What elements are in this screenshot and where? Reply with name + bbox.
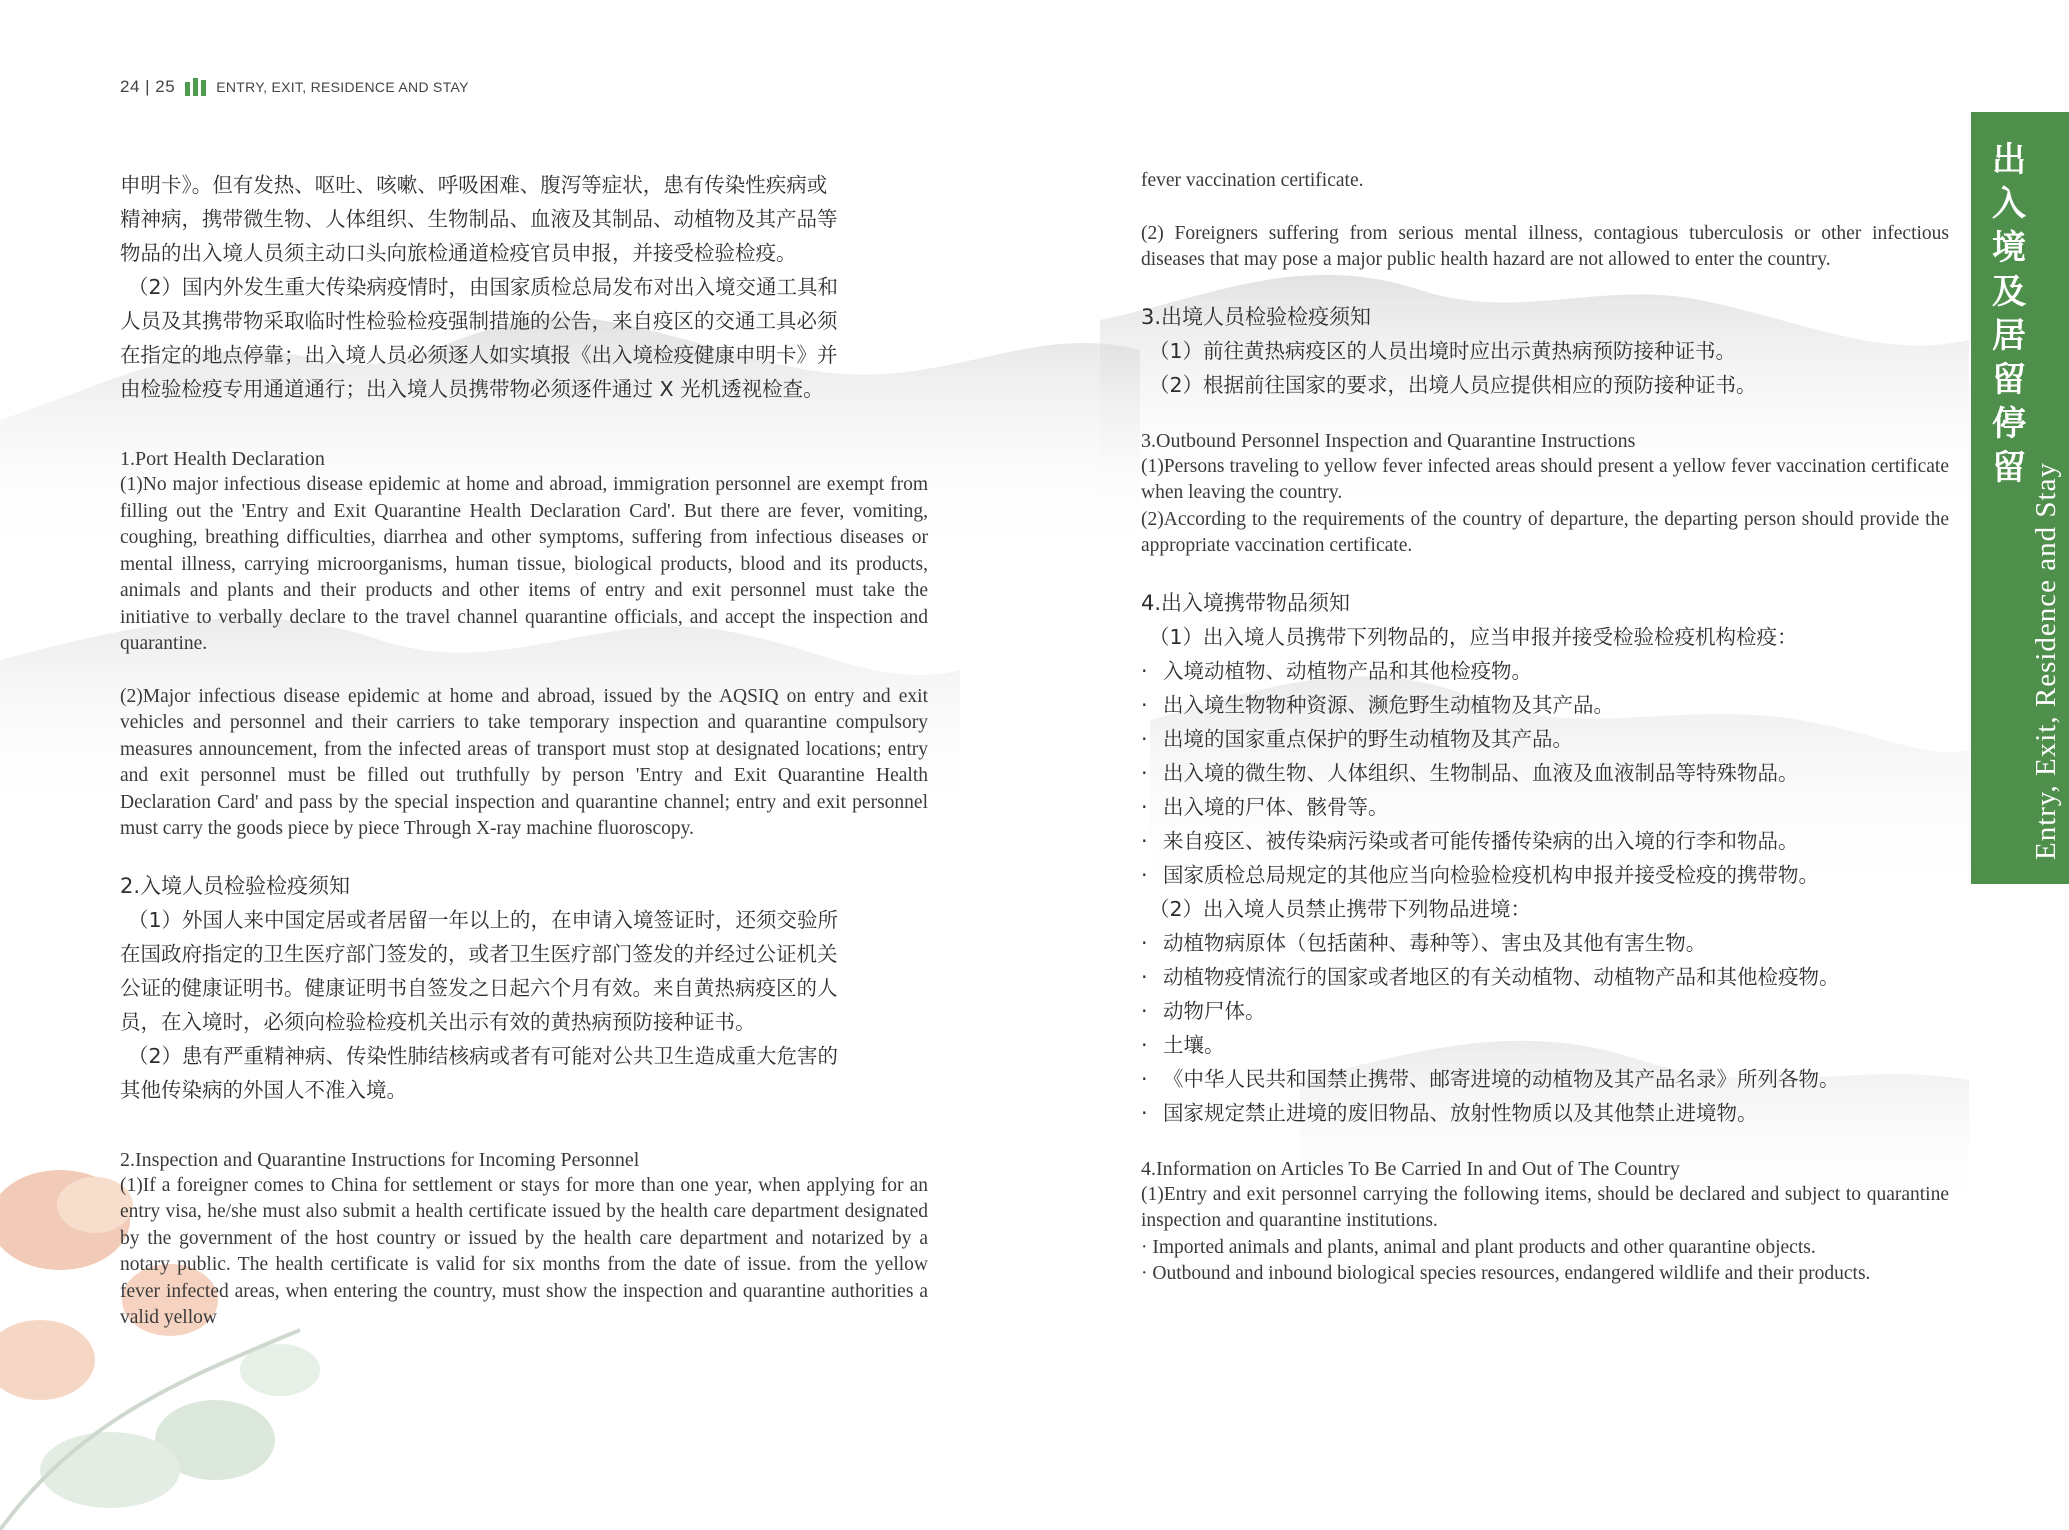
chapter-tab-en: Entry, Exit, Residence and Stay <box>2030 462 2062 860</box>
header-title: ENTRY, EXIT, RESIDENCE AND STAY <box>216 79 469 95</box>
right-column <box>1141 168 1949 1288</box>
list-item: · 出境的国家重点保护的野生动植物及其产品。 <box>1141 726 1573 751</box>
section-2-title: 2.Inspection and Quarantine Instructions for Incoming Personnel <box>120 1148 640 1171</box>
section-3-title: 3.Outbound Personnel Inspection and Quarantine Instructions <box>1141 429 1636 452</box>
list-item: · 出入境的微生物、人体组织、生物制品、血液及血液制品等特殊物品。 <box>1141 760 1799 785</box>
list-item: · 国家质检总局规定的其他应当向检验检疫机构申报并接受检疫的携带物。 <box>1141 862 1819 887</box>
paragraph: (1)No major infectious disease epidemic at home and abroad, immigration personnel are exempt from filling out the 'Entry and Exit Quarantine Health Declaration Card'. But there are fever, vomiting, coughing, breathing difficulties, diarrhea and other symptoms, suffering from infectious diseases or mental illness, carrying microorganisms, human tissue, biological products, blood and its products, animals and plants and their products and other items of entry and exit personnel must take the initiative to verbally declare to the travel channel quarantine officials, and accept the inspection and quarantine. <box>120 474 928 654</box>
zh-line: 物品的出入境人员须主动口头向旅检通道检疫官员申报，并接受检验检疫。 <box>120 241 797 265</box>
zh-line: 精神病，携带微生物、人体组织、生物制品、血液及其制品、动植物及其产品等 <box>120 207 838 231</box>
paragraph: (1)If a foreigner comes to China for settlement or stays for more than one year, when applying for an entry visa, he/she must also submit a health certificate issued by the health care department designated by the government of the host country or issued by the health care department and notarized by a notary public. The health certificate is valid for six months from the date of issue. from the yellow fever infected areas, when entering the country, must show the inspection and quarantine authorities a valid yellow <box>120 1174 928 1328</box>
zh-line: （2）出入境人员禁止携带下列物品进境： <box>1149 896 1532 921</box>
zh-line: （1）出入境人员携带下列物品的，应当申报并接受检验检疫机构检疫： <box>1149 624 1798 649</box>
page-header <box>120 76 469 98</box>
zh-line: 员，在入境时，必须向检验检疫机关出示有效的黄热病预防接种证书。 <box>120 1009 756 1034</box>
section-4-title: 4.Information on Articles To Be Carried In and Out of The Country <box>1141 1157 1680 1180</box>
zh-line: （2）患有严重精神病、传染性肺结核病或者有可能对公共卫生造成重大危害的 <box>128 1043 839 1068</box>
section-2-zh-title: 2.入境人员检验检疫须知 <box>120 873 351 898</box>
list-item: · 动植物疫情流行的国家或者地区的有关动植物、动植物产品和其他检疫物。 <box>1141 964 1840 989</box>
zh-line: （1）外国人来中国定居或者居留一年以上的，在申请入境签证时，还须交验所 <box>128 907 839 932</box>
book-icon <box>185 78 206 96</box>
list-item: · 《中华人民共和国禁止携带、邮寄进境的动植物及其产品名录》所列各物。 <box>1141 1066 1840 1091</box>
list-item: · 动植物病原体（包括菌种、毒种等）、害虫及其他有害生物。 <box>1141 930 1707 955</box>
page-numbers: 24 | 25 <box>120 77 176 96</box>
paragraph: (1)Entry and exit personnel carrying the following items, should be declared and subject to quarantine inspection and quarantine institutions. <box>1141 1183 1949 1231</box>
section-3-body <box>1141 454 1949 560</box>
list-item: · 动物尸体。 <box>1141 998 1266 1023</box>
paragraph: · Imported animals and plants, animal and plant products and other quarantine objects. <box>1141 1236 1816 1258</box>
zh-line: （2）根据前往国家的要求，出境人员应提供相应的预防接种证书。 <box>1149 372 1757 397</box>
list-item: · 出入境生物物种资源、濒危野生动植物及其产品。 <box>1141 692 1614 717</box>
paragraph: (2) Foreigners suffering from serious mental illness, contagious tuberculosis or other infectious diseases that may pose a major public health hazard are not allowed to enter the country. <box>1141 222 1949 270</box>
list-item: · 土壤。 <box>1141 1032 1225 1057</box>
section-1-body <box>120 472 928 843</box>
zh-line: 其他传染病的外国人不准入境。 <box>120 1077 407 1102</box>
section-2-zh-body <box>120 903 928 1107</box>
paragraph: (2)Major infectious disease epidemic at home and abroad, issued by the AQSIQ on entry and exit vehicles and personnel and their carriers to take temporary inspection and quarantine compulsory measures announcement, from the infected areas of transport must stop at designated locations; entry and exit personnel must be filled out truthfully by person 'Entry and Exit Quarantine Health Declaration Card' and pass by the special inspection and quarantine channel; entry and exit personnel must carry the goods piece by piece Through X-ray machine fluoroscopy. <box>120 685 928 839</box>
continued-text <box>1141 168 1949 274</box>
section-4-body <box>1141 1182 1949 1288</box>
zh-intro-block <box>120 168 928 406</box>
zh-line: 申明卡》。但有发热、呕吐、咳嗽、呼吸困难、腹泻等症状，患有传染性疾病或 <box>120 173 828 197</box>
zh-line: 公证的健康证明书。健康证明书自签发之日起六个月有效。来自黄热病疫区的人 <box>120 975 838 1000</box>
paragraph: (2)According to the requirements of the country of departure, the departing person should provide the appropriate vaccination certificate. <box>1141 508 1949 556</box>
section-4-zh-body <box>1141 620 1949 1130</box>
list-item: · 国家规定禁止进境的废旧物品、放射性物质以及其他禁止进境物。 <box>1141 1100 1758 1125</box>
chapter-tab-zh: 出入境及居留停留 <box>1992 140 2026 488</box>
list-item: · 入境动植物、动植物产品和其他检疫物。 <box>1141 658 1532 683</box>
paragraph: (1)Persons traveling to yellow fever infected areas should present a yellow fever vaccination certificate when leaving the country. <box>1141 455 1949 503</box>
paragraph: · Outbound and inbound biological species resources, endangered wildlife and their products. <box>1141 1263 1871 1284</box>
zh-line: 由检验检疫专用通道通行；出入境人员携带物必须逐件通过 X 光机透视检查。 <box>120 377 824 401</box>
section-4-zh-title: 4.出入境携带物品须知 <box>1141 590 1351 615</box>
zh-line: 人员及其携带物采取临时性检验检疫强制措施的公告，来自疫区的交通工具必须 <box>120 309 838 333</box>
zh-line: （1）前往黄热病疫区的人员出境时应出示黄热病预防接种证书。 <box>1149 338 1737 363</box>
list-item: · 来自疫区、被传染病污染或者可能传播传染病的出入境的行李和物品。 <box>1141 828 1799 853</box>
section-3-zh-body <box>1141 334 1949 402</box>
left-column <box>120 168 928 1332</box>
section-3-zh-title: 3.出境人员检验检疫须知 <box>1141 304 1372 329</box>
paragraph: fever vaccination certificate. <box>1141 170 1364 191</box>
list-item: · 出入境的尸体、骸骨等。 <box>1141 794 1389 819</box>
zh-line: 在国政府指定的卫生医疗部门签发的，或者卫生医疗部门签发的并经过公证机关 <box>120 941 838 966</box>
zh-line: （2）国内外发生重大传染病疫情时，由国家质检总局发布对出入境交通工具和 <box>128 275 839 299</box>
chapter-tab <box>1971 112 2069 884</box>
section-2-body <box>120 1173 928 1332</box>
section-1-title: 1.Port Health Declaration <box>120 448 325 470</box>
zh-line: 在指定的地点停靠；出入境人员必须逐人如实填报《出入境检疫健康申明卡》并 <box>120 343 838 367</box>
